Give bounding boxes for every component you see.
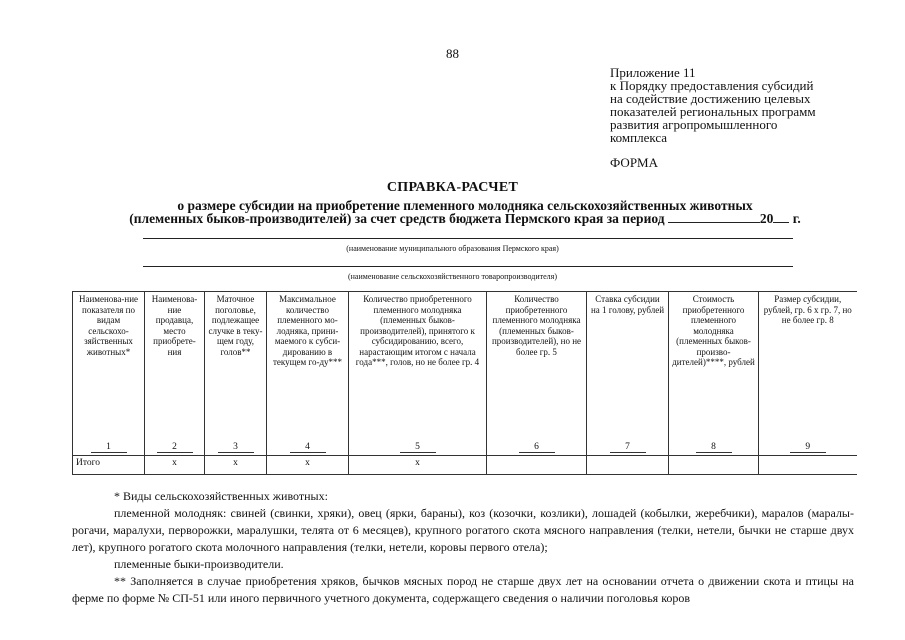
column-header: Маточное поголовье, подлежащее случке в теку-щем году, голов**	[205, 292, 267, 430]
column-header: Количество приобретенного племенного молодняка (племенных быков-производителей), но не более гр. 5	[487, 292, 587, 430]
document-title: СПРАВКА-РАСЧЕТ	[386, 180, 519, 195]
appendix-line: показателей региональных программ	[610, 104, 816, 119]
subtitle-period-text: (племенных быков-производителей) за счет средств бюджета Пермского края за период	[129, 211, 665, 226]
year-prefix: 20	[759, 211, 774, 226]
calculation-table	[72, 291, 857, 475]
column-header: Стоимость приобретенного племенного молодняка (племенных быков-произво-дителей)****, рублей	[669, 292, 759, 430]
footnote-double-star: ** Заполняется в случае приобретения хряков, бычков мясных пород не старше двух лет на основании отчета о движении скота и птицы на ферме по форме № СП-51 или иного первичного учетного документа, содержащего сведения о наличии поголовья коров	[72, 574, 854, 605]
appendix-line: на содействие достижению целевых	[610, 91, 811, 106]
appendix-block	[610, 66, 900, 144]
column-header: Наименова-ние показателя по видам сельскохо-зяйственных животных*	[73, 292, 145, 430]
appendix-line: Приложение 11	[610, 65, 696, 80]
column-number-row	[73, 429, 857, 456]
municipality-caption: (наименование муниципального образования Пермского края)	[346, 244, 559, 253]
document-subtitle	[70, 199, 860, 225]
total-row	[73, 456, 857, 475]
column-number: 6	[519, 442, 555, 454]
column-number: 7	[610, 442, 646, 454]
column-header: Размер субсидии, рублей, гр. 6 х гр. 7, но не более гр. 8	[759, 292, 857, 430]
total-cell	[487, 456, 587, 475]
appendix-line: комплекса	[610, 130, 668, 145]
column-number: 2	[157, 442, 193, 454]
footnotes	[72, 488, 854, 607]
subtitle-line-2	[70, 212, 860, 225]
footnote-bulls: племенные быки-производители.	[114, 557, 284, 571]
column-header: Ставка субсидии на 1 голову, рублей	[587, 292, 669, 430]
period-blank	[668, 212, 760, 223]
producer-fill-line	[143, 266, 793, 267]
column-number: 9	[790, 442, 826, 454]
page-number: 88	[446, 46, 459, 61]
total-cell	[587, 456, 669, 475]
total-cell: х	[145, 456, 205, 475]
appendix-line: к Порядку предоставления субсидий	[610, 78, 814, 93]
footnote-young-stock: племенной молодняк: свиней (свинки, хряки), овец (ярки, бараны), коз (козочки, козлики), лошадей (кобылки, жеребчики), маралов (маралы-рогачи, маралухи, перворожки, маралушки, телята от 6 месяцев), крупного рогатого скота мясного направления (телки, нетели, бычки не старше двух лет), крупного рогатого скота молочного направления (телки, нетели, коровы первого отела);	[72, 506, 854, 554]
column-header: Количество приобретенного племенного молодняка (племенных быков-производителей), принятого к субсидированию, всего, нарастающим итогом с начала года***, голов, но не более гр. 4	[349, 292, 487, 430]
year-blank	[773, 212, 789, 223]
total-cell	[669, 456, 759, 475]
producer-caption: (наименование сельскохозяйственного товаропроизводителя)	[347, 272, 558, 281]
column-number: 4	[290, 442, 326, 454]
column-header: Максимальное количество племенного мо-лодняка, прини-маемого к субси-дированию в текущем го-ду***	[267, 292, 349, 430]
total-cell	[759, 456, 857, 475]
subtitle-line-1: о размере субсидии на приобретение племенного молодняка сельскохозяйственных животных	[177, 198, 753, 213]
column-number: 1	[91, 442, 127, 454]
total-label: Итого	[73, 456, 145, 475]
appendix-line: развития агропромышленного	[610, 117, 778, 132]
column-number: 8	[696, 442, 732, 454]
column-header: Наименова-ние продавца, место приобрете-ния	[145, 292, 205, 430]
column-number: 5	[400, 442, 436, 454]
column-number: 3	[218, 442, 254, 454]
table-header-row	[73, 292, 857, 430]
total-cell: х	[267, 456, 349, 475]
footnote-species-heading: * Виды сельскохозяйственных животных:	[114, 489, 328, 503]
total-cell: х	[349, 456, 487, 475]
form-label: ФОРМА	[610, 155, 658, 170]
year-suffix: г.	[792, 211, 801, 226]
municipality-fill-line	[143, 238, 793, 239]
total-cell: х	[205, 456, 267, 475]
